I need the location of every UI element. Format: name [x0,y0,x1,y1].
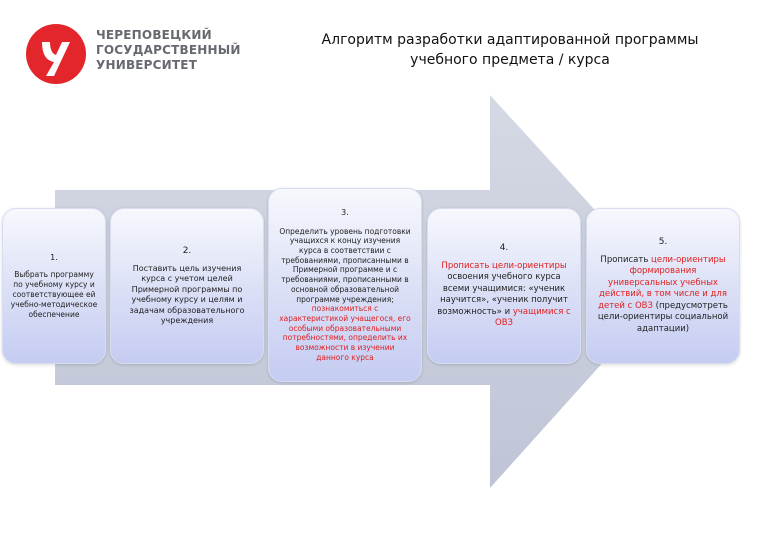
step-5-text-lead: Прописать [600,254,649,265]
step-3-number: 3. [341,207,349,217]
step-4-text-highlight-2: учащимися с ОВЗ [495,306,571,328]
step-1-text: Выбрать программу по учебному курсу и соответствующее ей учебно-методическое обеспечение [10,269,98,319]
step-3-text-main: Определить уровень подготовки учащихся к концу изучения курса в соответствии с требованиями, прописанными в Примерной программе и с требованиями, прописанными в основной образовательной программе учреждения; [279,226,411,304]
step-5-text [595,255,731,336]
slide-title-line-1: Алгоритм разработки адаптированной программы [321,32,699,48]
step-3-text-highlight: познакомиться с характеристикой учащегося, его особыми образовательными потребностями, определить их возможности в изучении данного курса [279,304,411,362]
step-5-text-highlight-2: ОВЗ [634,300,653,311]
step-2-box [110,208,264,364]
step-4-box [427,208,581,364]
step-4-text-main: освоения учебного курса всеми учащимися: «ученик научится», «ученик получит возможность» и [437,272,568,317]
step-1-box [2,208,106,364]
step-5-text-highlight: цели-ориентиры формирования универсальных учебных действий, в том числе и для детей с [598,254,727,311]
slide-title-line-2: учебного предмета / курса [410,52,610,68]
step-5-box [586,208,740,364]
step-2-number: 2. [182,245,192,256]
step-5-number: 5. [658,236,668,247]
step-3-box [268,188,422,382]
university-name-line-2: ГОСУДАРСТВЕННЫЙ [96,43,241,57]
step-2-text: Поставить цель изучения курса с учетом целей Примерной программы по учебному курсу и целям и задачам образовательного учреждения [129,263,245,325]
step-3-text [279,227,411,363]
university-name-line-3: УНИВЕРСИТЕТ [96,58,198,72]
step-5-text-tail: (предусмотреть цели-ориентиры социальной адаптации) [597,300,729,334]
step-1-number: 1. [50,252,58,262]
step-4-text-highlight: Прописать цели-ориентиры [441,260,567,271]
step-4-text [436,261,572,330]
university-name-line-1: ЧЕРЕПОВЕЦКИЙ [96,28,212,42]
step-4-number: 4. [499,242,509,253]
